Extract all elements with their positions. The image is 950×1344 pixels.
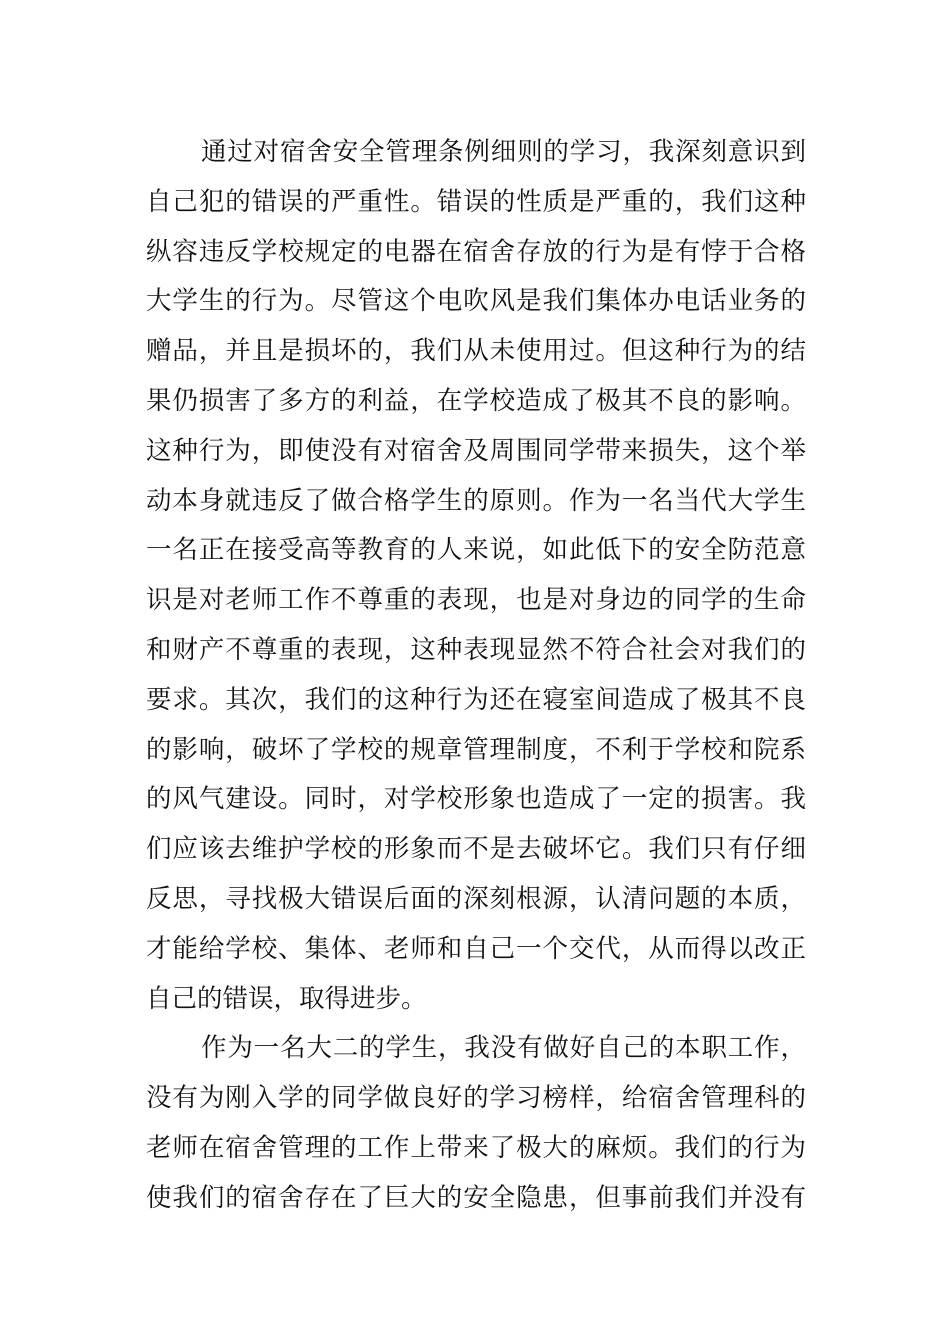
text-line: 自己犯的错误的严重性。错误的性质是严重的，我们这种 [146,186,806,217]
text-line: 和财产不尊重的表现，这种表现显然不符合社会对我们的 [146,634,806,665]
text-line: 这种行为，即使没有对宿舍及周围同学带来损失，这个举 [146,435,806,466]
paragraph-2 [146,1024,806,1223]
text-line: 作为一名大二的学生，我没有做好自己的本职工作， [201,1033,806,1064]
text-line: 果仍损害了多方的利益，在学校造成了极其不良的影响。 [146,385,806,416]
text-line: 反思，寻找极大错误后面的深刻根源，认清问题的本质， [146,883,806,914]
text-line: 纵容违反学校规定的电器在宿舍存放的行为是有悖于合格 [146,236,806,267]
text-line: 的风气建设。同时，对学校形象也造成了一定的损害。我 [146,784,806,815]
paragraph-1 [146,128,806,1024]
text-line: 们应该去维护学校的形象而不是去破坏它。我们只有仔细 [146,834,806,865]
text-line: 老师在宿舍管理的工作上带来了极大的麻烦。我们的行为 [146,1132,806,1163]
document-body [146,128,806,1224]
text-line: 赠品，并且是损坏的，我们从未使用过。但这种行为的结 [146,336,806,367]
text-line: 没有为刚入学的同学做良好的学习榜样，给宿舍管理科的 [146,1083,806,1114]
text-line: 动本身就违反了做合格学生的原则。作为一名当代大学生 [146,485,806,516]
text-line: 才能给学校、集体、老师和自己一个交代，从而得以改正 [146,933,806,964]
text-line: 通过对宿舍安全管理条例细则的学习，我深刻意识到 [201,137,806,167]
text-line: 大学生的行为。尽管这个电吹风是我们集体办电话业务的 [146,286,806,317]
text-line: 自己的错误，取得进步。 [146,983,427,1014]
text-line: 要求。其次，我们的这种行为还在寝室间造成了极其不良 [146,684,806,715]
text-line: 使我们的宿舍存在了巨大的安全隐患，但事前我们并没有 [146,1182,806,1213]
text-line: 识是对老师工作不尊重的表现，也是对身边的同学的生命 [146,585,806,616]
text-line: 一名正在接受高等教育的人来说，如此低下的安全防范意 [146,535,806,566]
text-line: 的影响，破坏了学校的规章管理制度，不利于学校和院系 [146,734,806,765]
